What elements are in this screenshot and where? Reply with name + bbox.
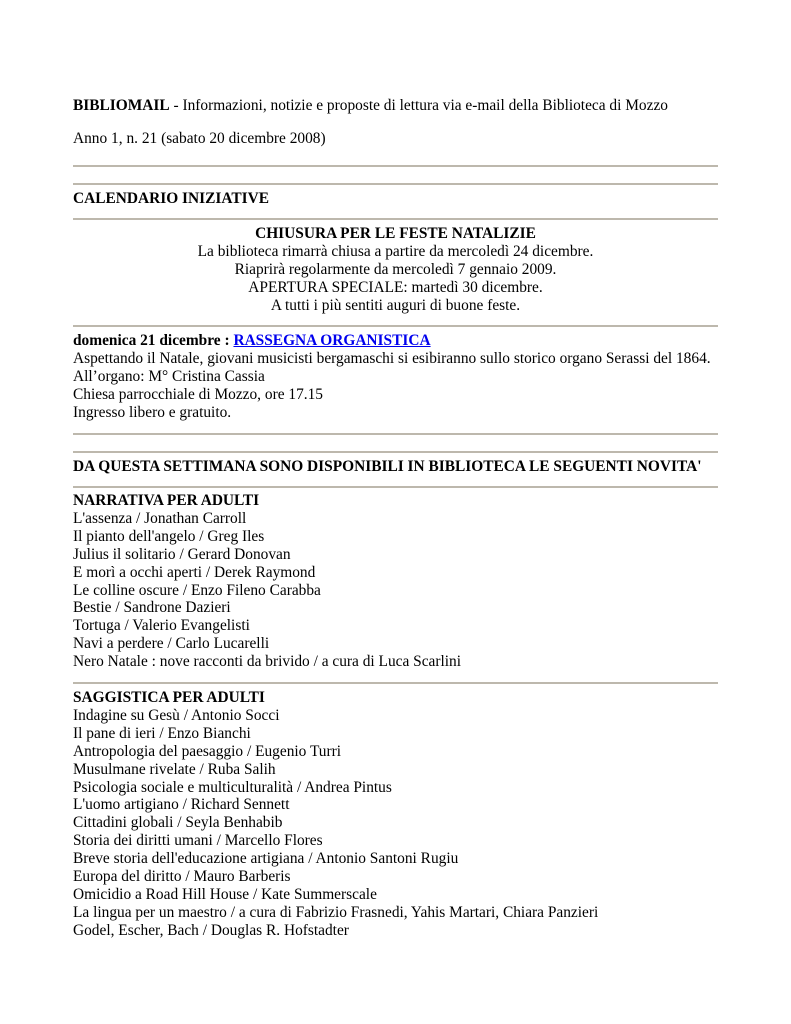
book-item: La lingua per un maestro / a cura di Fabrizio Frasnedi, Yahis Martari, Chiara Panzieri	[73, 903, 599, 921]
divider	[73, 165, 718, 167]
event-line: All’organo: M° Cristina Cassia	[73, 367, 265, 385]
event-line: Aspettando il Natale, giovani musicisti bergamaschi si esibiranno sullo storico organo Serassi del 1864.	[73, 349, 711, 367]
saggistica-section	[73, 689, 718, 940]
book-item: Il pane di ieri / Enzo Bianchi	[73, 724, 251, 742]
issue-info: Anno 1, n. 21 (sabato 20 dicembre 2008)	[73, 130, 326, 147]
book-item: Antropologia del paesaggio / Eugenio Turri	[73, 742, 342, 760]
closure-line: Riaprirà regolarmente da mercoledì 7 gennaio 2009.	[234, 260, 557, 278]
closure-line: La biblioteca rimarrà chiusa a partire da mercoledì 24 dicembre.	[197, 242, 594, 260]
divider	[73, 451, 718, 453]
book-item: L'uomo artigiano / Richard Sennett	[73, 796, 290, 814]
book-item: L'assenza / Jonathan Carroll	[73, 509, 247, 527]
book-item: Navi a perdere / Carlo Lucarelli	[73, 635, 270, 653]
divider	[73, 486, 718, 488]
book-item: E morì a occhi aperti / Derek Raymond	[73, 563, 316, 581]
book-item: Tortuga / Valerio Evangelisti	[73, 617, 250, 635]
divider	[73, 433, 718, 435]
event-date: domenica 21 dicembre :	[73, 332, 230, 349]
book-item: Psicologia sociale e multiculturalità / Andrea Pintus	[73, 778, 392, 796]
book-item: Julius il solitario / Gerard Donovan	[73, 545, 291, 563]
newsletter-title: BIBLIOMAIL	[73, 97, 170, 114]
book-item: Godel, Escher, Bach / Douglas R. Hofstadter	[73, 921, 349, 939]
narrativa-section	[73, 492, 718, 671]
event-item	[73, 332, 718, 422]
closure-title: CHIUSURA PER LE FESTE NATALIZIE	[255, 225, 536, 242]
section-title: SAGGISTICA PER ADULTI	[73, 689, 265, 706]
book-item: Bestie / Sandrone Dazieri	[73, 599, 231, 617]
news-heading: DA QUESTA SETTIMANA SONO DISPONIBILI IN BIBLIOTECA LE SEGUENTI NOVITA'	[73, 458, 702, 475]
book-item: Il pianto dell'angelo / Greg Iles	[73, 527, 265, 545]
book-item: Musulmane rivelate / Ruba Salih	[73, 760, 276, 778]
newsletter-header	[73, 97, 718, 115]
book-item: Le colline oscure / Enzo Fileno Carabba	[73, 581, 321, 599]
closure-line: A tutti i più sentiti auguri di buone feste.	[270, 296, 521, 314]
newsletter-subtitle: - Informazioni, notizie e proposte di lettura via e-mail della Biblioteca di Mozzo	[173, 97, 668, 114]
book-item: Indagine su Gesù / Antonio Socci	[73, 706, 280, 724]
book-item: Omicidio a Road Hill House / Kate Summerscale	[73, 885, 377, 903]
section-title: NARRATIVA PER ADULTI	[73, 492, 260, 509]
event-link[interactable]: RASSEGNA ORGANISTICA	[233, 332, 431, 349]
book-item: Storia dei diritti umani / Marcello Flores	[73, 832, 323, 850]
divider	[73, 682, 718, 684]
book-item: Nero Natale : nove racconti da brivido / a cura di Luca Scarlini	[73, 653, 462, 671]
divider	[73, 183, 718, 185]
book-item: Breve storia dell'educazione artigiana / Antonio Santoni Rugiu	[73, 850, 459, 868]
event-line: Ingresso libero e gratuito.	[73, 403, 232, 421]
event-line: Chiesa parrocchiale di Mozzo, ore 17.15	[73, 385, 324, 403]
closure-notice	[73, 225, 718, 315]
book-item: Cittadini globali / Seyla Benhabib	[73, 814, 283, 832]
calendar-heading: CALENDARIO INIZIATIVE	[73, 190, 269, 207]
divider	[73, 325, 718, 327]
closure-line: APERTURA SPECIALE: martedì 30 dicembre.	[248, 278, 543, 296]
divider	[73, 218, 718, 220]
book-item: Europa del diritto / Mauro Barberis	[73, 868, 291, 886]
